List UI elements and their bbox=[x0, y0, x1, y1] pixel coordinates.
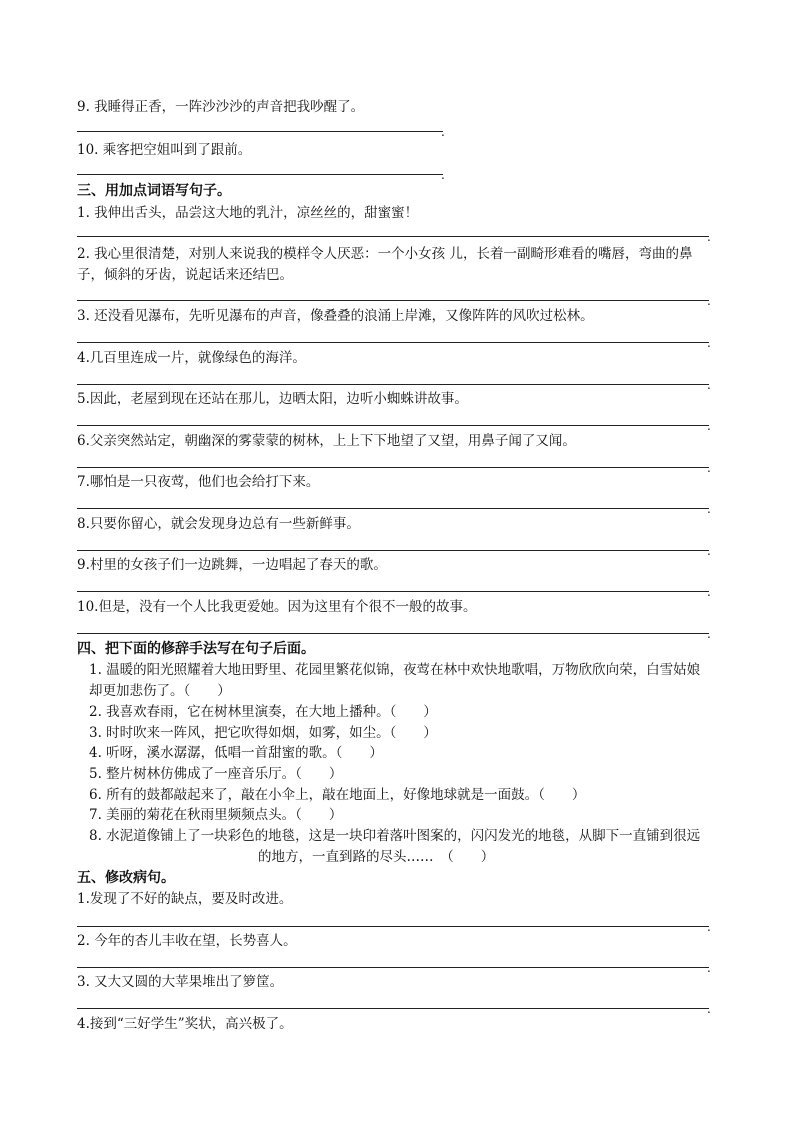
line-end-dot: . bbox=[707, 961, 711, 975]
s3-item: 9.村里的女孩子们一边跳舞，一边唱起了春天的歌。 bbox=[77, 557, 387, 573]
answer-line[interactable] bbox=[77, 236, 709, 237]
s4-item: 1. 温暖的阳光照耀着大地田野里、花园里繁花似锦，夜莺在林中欢快地歌唱，万物欣欣向荣，白雪姑娘 bbox=[89, 662, 701, 678]
s4-item: 5. 整片树林仿佛成了一座音乐厅。（ ） bbox=[89, 766, 343, 782]
s3-item: 子，倾斜的牙齿，说起话来还结巴。 bbox=[77, 267, 293, 283]
answer-line[interactable] bbox=[77, 1008, 709, 1009]
answer-line[interactable] bbox=[77, 342, 709, 343]
line-end-dot: . bbox=[707, 920, 711, 934]
answer-line[interactable] bbox=[77, 131, 443, 132]
s3-item: 4.几百里连成一片，就像绿色的海洋。 bbox=[77, 350, 306, 366]
line-end-dot: . bbox=[707, 461, 711, 475]
s5-item: 3. 又大又圆的大苹果堆出了箩筐。 bbox=[77, 974, 284, 990]
answer-line[interactable] bbox=[77, 467, 709, 468]
line-end-dot: . bbox=[441, 125, 445, 139]
s5-item: 1.发现了不好的缺点，要及时改进。 bbox=[77, 891, 293, 907]
line-end-dot: . bbox=[707, 627, 711, 641]
s3-item: 5.因此，老屋到现在还站在那儿，边晒太阳，边听小蜘蛛讲故事。 bbox=[77, 391, 468, 407]
line-end-dot: . bbox=[707, 336, 711, 350]
s3-item: 10.但是，没有一个人比我更爱她。因为这里有个很不一般的故事。 bbox=[77, 599, 477, 615]
s4-item: 6. 所有的鼓都敲起来了，敲在小伞上，敲在地面上，好像地球就是一面鼓。（ ） bbox=[89, 787, 586, 803]
s4-item: 的地方，一直到路的尽头…… （ ） bbox=[258, 849, 495, 865]
line-end-dot: . bbox=[707, 502, 711, 516]
s2-q9: 9. 我睡得正香，一阵沙沙沙的声音把我吵醒了。 bbox=[77, 99, 365, 115]
s4-item: 3. 时时吹来一阵风，把它吹得如烟，如雾，如尘。（ ） bbox=[89, 725, 437, 741]
s5-item: 4.接到“三好学生”奖状，高兴极了。 bbox=[77, 1016, 293, 1032]
s3-item: 7.哪怕是一只夜莺，他们也会给打下来。 bbox=[77, 474, 320, 490]
answer-line[interactable] bbox=[77, 300, 709, 301]
line-end-dot: . bbox=[707, 419, 711, 433]
s2-q10: 10. 乘客把空姐叫到了跟前。 bbox=[77, 142, 252, 158]
answer-line[interactable] bbox=[77, 967, 709, 968]
line-end-dot: . bbox=[707, 294, 711, 308]
answer-line[interactable] bbox=[77, 926, 709, 927]
answer-line[interactable] bbox=[77, 425, 709, 426]
section-4-heading: 四、把下面的修辞手法写在句子后面。 bbox=[77, 641, 315, 657]
answer-line[interactable] bbox=[77, 550, 709, 551]
s4-item: 2. 我喜欢春雨，它在树林里演奏，在大地上播种。（ ） bbox=[89, 704, 437, 720]
answer-line[interactable] bbox=[77, 591, 709, 592]
s4-item: 却更加悲伤了。（ ） bbox=[89, 683, 231, 699]
s4-item: 8. 水泥道像铺上了一块彩色的地毯，这是一块印着落叶图案的，闪闪发光的地毯，从脚下一直铺到很远 bbox=[89, 828, 701, 844]
line-end-dot: . bbox=[707, 378, 711, 392]
s3-item: 6.父亲突然站定，朝幽深的雾蒙蒙的树林，上上下下地望了又望，用鼻子闻了又闻。 bbox=[77, 433, 576, 449]
s5-item: 2. 今年的杏儿丰收在望，长势喜人。 bbox=[77, 933, 297, 949]
s3-item: 8.只要你留心，就会发现身边总有一些新鲜事。 bbox=[77, 516, 360, 532]
line-end-dot: . bbox=[707, 585, 711, 599]
answer-line[interactable] bbox=[77, 633, 709, 634]
answer-line[interactable] bbox=[77, 508, 709, 509]
answer-line[interactable] bbox=[77, 174, 443, 175]
s4-item: 7. 美丽的菊花在秋雨里频频点头。（ ） bbox=[89, 807, 343, 823]
s3-item: 1. 我伸出舌头，品尝这大地的乳汁，凉丝丝的，甜蜜蜜！ bbox=[77, 205, 419, 221]
line-end-dot: . bbox=[441, 168, 445, 182]
line-end-dot: . bbox=[707, 1002, 711, 1016]
line-end-dot: . bbox=[707, 230, 711, 244]
s3-item: 3. 还没看见瀑布，先听见瀑布的声音，像叠叠的浪涌上岸滩，又像阵阵的风吹过松林。 bbox=[77, 308, 594, 324]
section-3-heading: 三、用加点词语写句子。 bbox=[77, 183, 231, 199]
section-5-heading: 五、修改病句。 bbox=[77, 870, 175, 886]
line-end-dot: . bbox=[707, 544, 711, 558]
s4-item: 4. 听呀，溪水潺潺，低唱一首甜蜜的歌。（ ） bbox=[89, 745, 383, 761]
answer-line[interactable] bbox=[77, 384, 709, 385]
s3-item: 2. 我心里很清楚，对别人来说我的模样令人厌恶：一个小女孩 儿，长着一副畸形难看的嘴唇，弯曲的鼻 bbox=[77, 246, 693, 262]
